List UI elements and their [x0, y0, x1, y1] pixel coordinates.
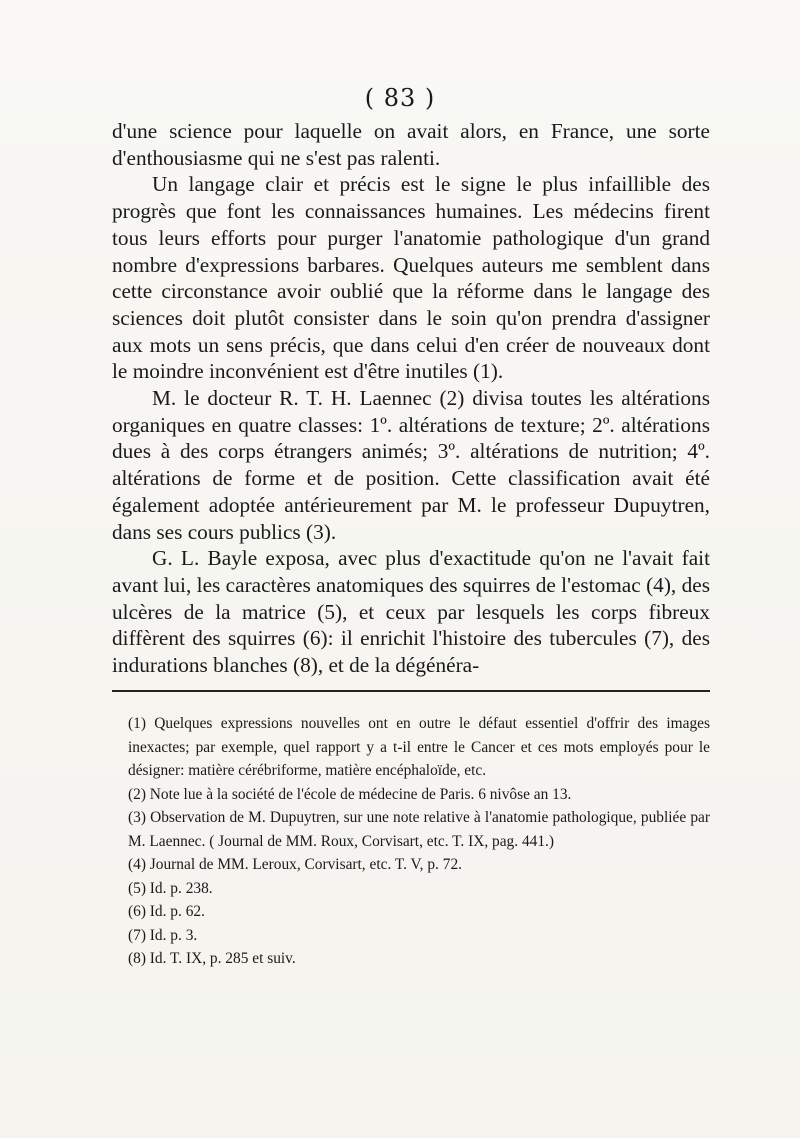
footnote-5: (5) Id. p. 238. [128, 879, 213, 897]
paragraph-3: M. le docteur R. T. H. Laennec (2) divisa toutes les altérations organiques en quatre classes: 1º. altérations de texture; 2º. altérations dues à des corps étrangers animés; 3º. altérations de nutrition; 4º. altérations de forme et de position. Cette classification avait été également adoptée antérieurement par M. le professeur Dupuytren, dans ses cours publics (3). [112, 386, 710, 544]
footnote-6: (6) Id. p. 62. [128, 903, 205, 920]
paragraph-1: d'une science pour laquelle on avait alors, en France, une sorte d'enthousiasme qui ne s'est pas ralenti. [112, 119, 710, 170]
footnote-1: (1) Quelques expressions nouvelles ont en outre le défaut essentiel d'offrir des images inexactes; par exemple, quel rapport y a t-il entre le Cancer et ces mots employés pour le désigner: matière cérébriforme, matière encéphaloïde, etc. [128, 715, 710, 779]
footnote-3: (3) Observation de M. Dupuytren, sur une note relative à l'anatomie pathologique, publiée par M. Laennec. ( Journal de MM. Roux, Corvisart, etc. T. IX, pag. 441.) [128, 809, 710, 850]
footnote-2: (2) Note lue à la société de l'école de médecine de Paris. 6 nivôse an 13. [128, 785, 572, 803]
footnote-4: (4) Journal de MM. Leroux, Corvisart, etc. T. V, p. 72. [128, 856, 462, 873]
paragraph-4: G. L. Bayle exposa, avec plus d'exactitude qu'on ne l'avait fait avant lui, les caractères anatomiques des squirres de l'estomac (4), des ulcères de la matrice (5), et ceux par lesquels les corps fibreux diffèrent des squirres (6): il enrichit l'histoire des tubercules (7), des indurations blanches (8), et de la dégénéra- [112, 546, 710, 678]
footnote-7: (7) Id. p. 3. [128, 926, 198, 944]
footnote-8: (8) Id. T. IX, p. 285 et suiv. [128, 950, 296, 967]
footnote-divider [112, 690, 710, 692]
footnotes [128, 712, 710, 971]
page-number: ( 83 ) [364, 84, 436, 112]
main-text [112, 118, 710, 679]
paragraph-2: Un langage clair et précis est le signe le plus infaillible des progrès que font les connaissances humaines. Les médecins firent tous leurs efforts pour purger l'anatomie pathologique d'un grand nombre d'expressions barbares. Quelques auteurs me semblent dans cette circonstance avoir oublié que la réforme dans le langage des sciences doit plutôt consister dans le soin qu'on prendra d'assigner aux mots un sens précis, que dans celui d'en créer de nouveaux dont le moindre inconvénient est d'être inutiles (1). [112, 172, 710, 384]
